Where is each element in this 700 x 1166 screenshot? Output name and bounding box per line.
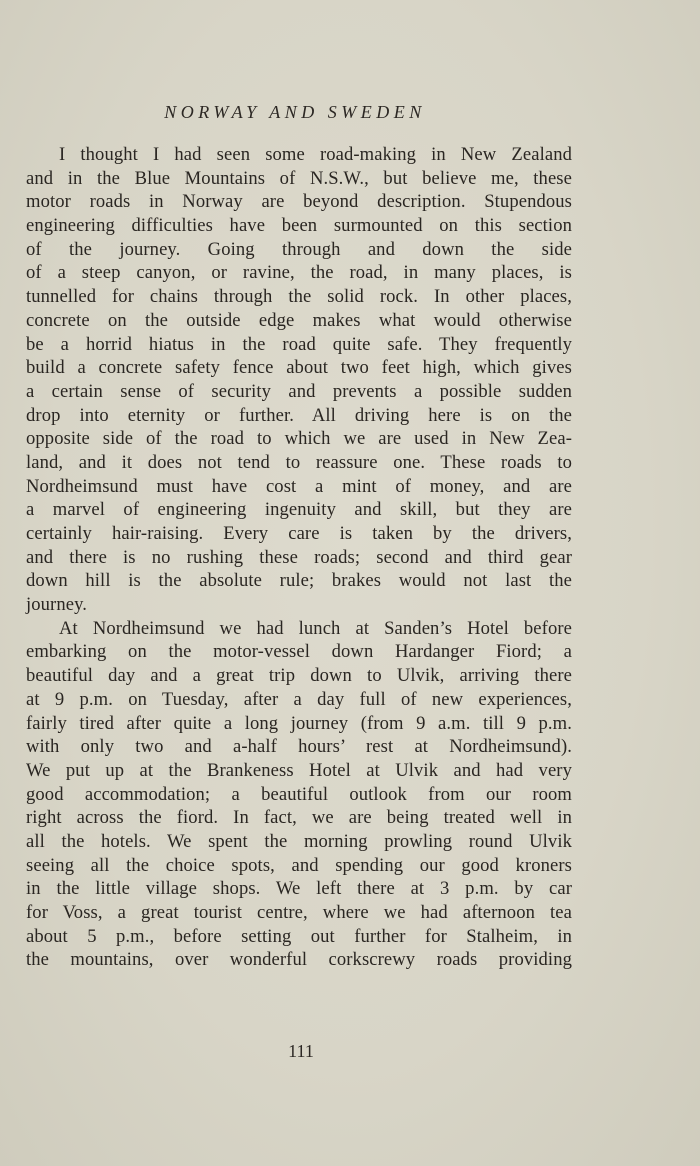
- paragraph-1: [26, 143, 572, 617]
- text-line: all the hotels. We spent the morning prowling round Ulvik: [26, 830, 572, 852]
- text-line: good accommodation; a beautiful outlook from our room: [26, 783, 572, 805]
- text-line: At Nordheimsund we had lunch at Sanden’s Hotel before: [59, 617, 572, 639]
- text-line: I thought I had seen some road-making in New Zealand: [59, 144, 572, 165]
- body-text: [26, 143, 572, 972]
- text-line: seeing all the choice spots, and spending our good kroners: [26, 854, 572, 876]
- text-line: land, and it does not tend to reassure one. These roads to: [26, 451, 572, 473]
- text-line: tunnelled for chains through the solid rock. In other places,: [26, 286, 572, 308]
- text-line: a marvel of engineering ingenuity and skill, but they are: [26, 499, 572, 521]
- text-line: certainly hair-raising. Every care is taken by the drivers,: [26, 523, 572, 544]
- paragraph-2: [26, 617, 572, 972]
- running-head: NORWAY AND SWEDEN: [164, 102, 426, 122]
- text-line: at 9 p.m. on Tuesday, after a day full of new experiences,: [26, 688, 572, 710]
- text-line: be a horrid hiatus in the road quite safe. They frequently: [26, 333, 572, 355]
- text-line: drop into eternity or further. All driving here is on the: [26, 404, 572, 426]
- text-line: a certain sense of security and prevents a possible sudden: [26, 380, 572, 402]
- text-line: of a steep canyon, or ravine, the road, in many places, is: [26, 262, 572, 284]
- text-line: engineering difficulties have been surmounted on this section: [26, 215, 572, 237]
- text-line: in the little village shops. We left there at 3 p.m. by car: [26, 878, 572, 900]
- text-line: concrete on the outside edge makes what would otherwise: [26, 309, 572, 331]
- text-line: motor roads in Norway are beyond description. Stupendous: [26, 191, 572, 213]
- text-line: We put up at the Brankeness Hotel at Ulvik and had very: [26, 759, 572, 781]
- text-line: fairly tired after quite a long journey (from 9 a.m. till 9 p.m.: [26, 712, 572, 734]
- text-line: build a concrete safety fence about two feet high, which gives: [26, 357, 572, 379]
- page-number: 111: [288, 1041, 314, 1061]
- text-line: about 5 p.m., before setting out further for Stalheim, in: [26, 925, 572, 947]
- text-line: and in the Blue Mountains of N.S.W., but believe me, these: [26, 167, 572, 189]
- text-line: opposite side of the road to which we are used in New Zea-: [26, 428, 572, 450]
- text-line: and there is no rushing these roads; second and third gear: [26, 546, 572, 568]
- text-line: down hill is the absolute rule; brakes would not last the: [26, 570, 572, 592]
- text-line: Nordheimsund must have cost a mint of money, and are: [26, 475, 572, 497]
- text-line: for Voss, a great tourist centre, where we had afternoon tea: [26, 902, 572, 923]
- text-line: of the journey. Going through and down the side: [26, 238, 572, 260]
- text-line: embarking on the motor-vessel down Hardanger Fiord; a: [26, 641, 572, 663]
- text-line: with only two and a-half hours’ rest at Nordheimsund).: [26, 736, 572, 758]
- text-line: the mountains, over wonderful corkscrewy roads providing: [26, 949, 572, 971]
- text-line: journey.: [26, 594, 88, 616]
- text-line: beautiful day and a great trip down to Ulvik, arriving there: [26, 665, 572, 687]
- text-line: right across the fiord. In fact, we are being treated well in: [26, 807, 572, 829]
